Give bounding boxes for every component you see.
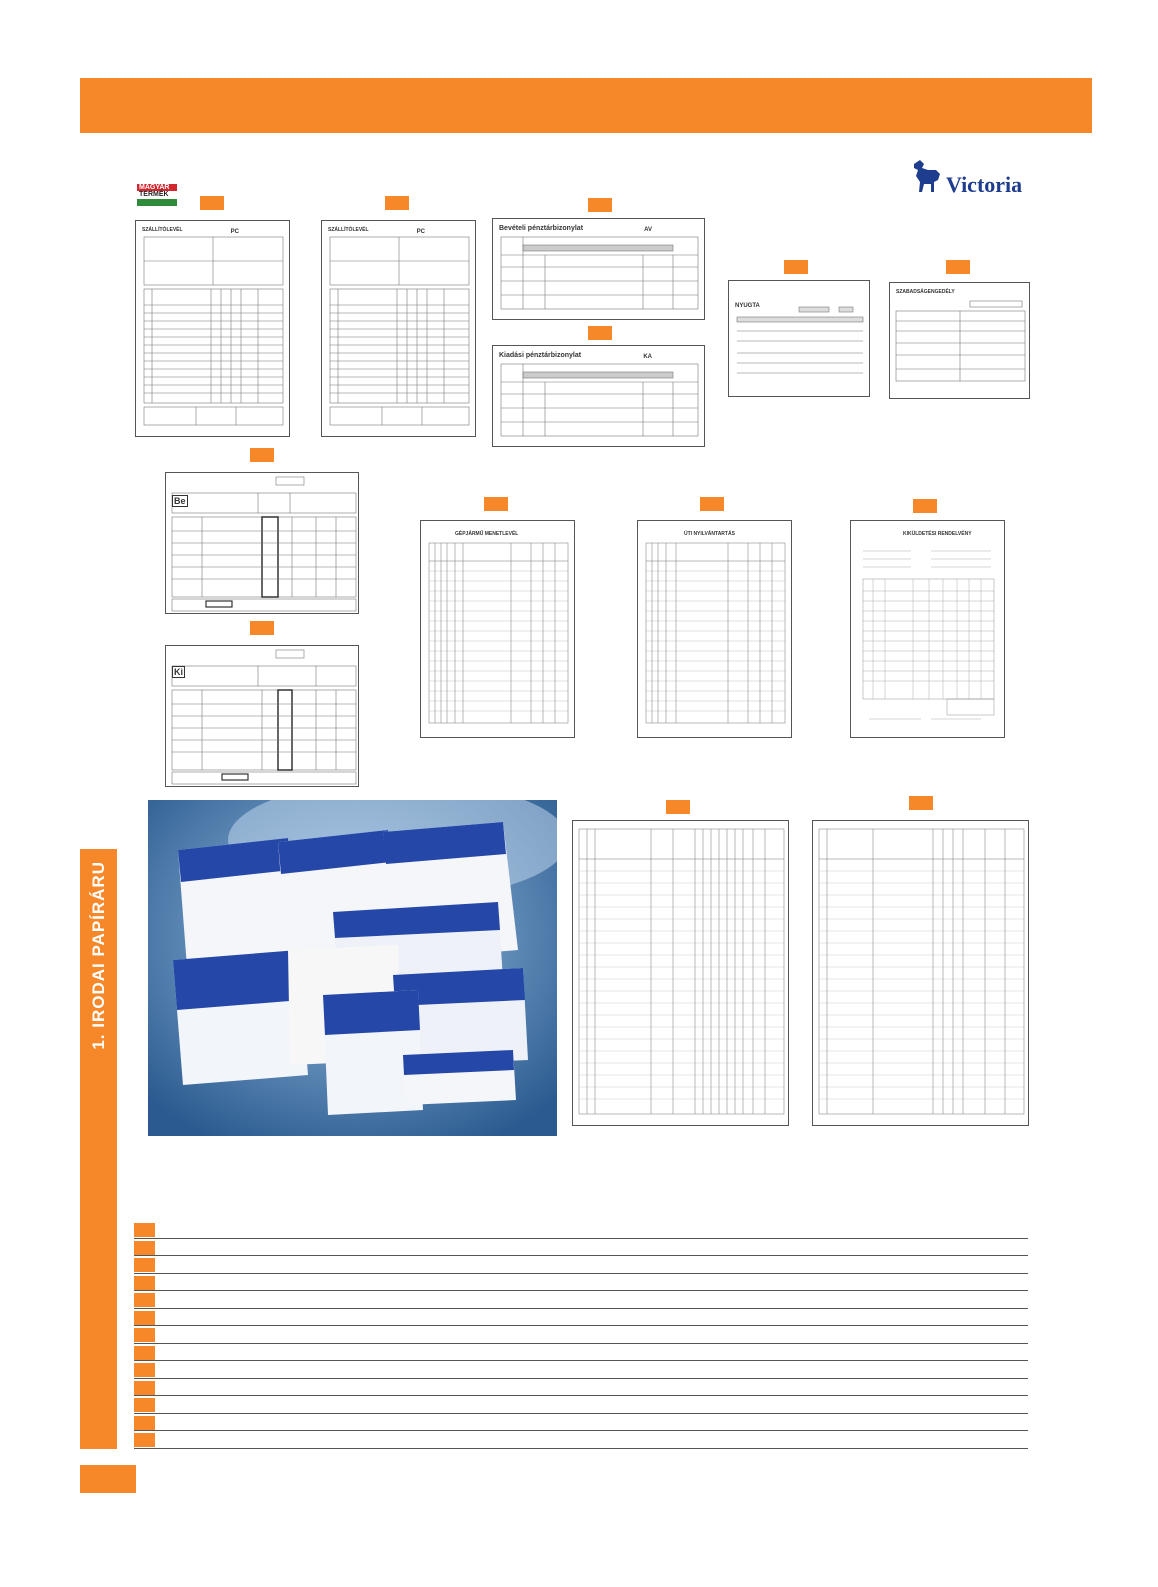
product-tag bbox=[784, 260, 808, 274]
delivery-note-form bbox=[135, 220, 290, 437]
list-item bbox=[134, 1256, 1028, 1274]
product-tag bbox=[588, 198, 612, 212]
form-title: Be bbox=[174, 496, 186, 506]
list-item bbox=[134, 1431, 1028, 1449]
form-title: SZABADSÁGENGEDÉLY bbox=[896, 289, 955, 295]
stock-in-form bbox=[165, 472, 359, 614]
form-code: AV bbox=[644, 227, 652, 233]
road-log-form bbox=[637, 520, 792, 738]
product-tag bbox=[913, 499, 937, 513]
product-tag bbox=[484, 497, 508, 511]
product-tag bbox=[250, 621, 274, 635]
list-item bbox=[134, 1309, 1028, 1327]
badge-line-2: TERMÉK bbox=[137, 191, 177, 199]
page-number-tab bbox=[80, 1465, 136, 1493]
form-title: KIKÜLDETÉSI RENDELVÉNY bbox=[903, 531, 972, 537]
list-item bbox=[134, 1291, 1028, 1309]
product-tag bbox=[946, 260, 970, 274]
form-code: KA bbox=[643, 354, 652, 360]
form-title: GÉPJÁRMŰ MENETLEVÉL bbox=[455, 531, 519, 537]
badge-line-1: MAGYAR bbox=[137, 184, 177, 191]
product-tag bbox=[250, 448, 274, 462]
product-tag bbox=[588, 326, 612, 340]
delivery-note-form bbox=[321, 220, 476, 437]
header-banner bbox=[80, 78, 1092, 133]
vehicle-log-form bbox=[420, 520, 575, 738]
form-code: PC bbox=[416, 229, 425, 235]
cash-receipt-in-form bbox=[492, 218, 705, 320]
ledger-form bbox=[812, 820, 1029, 1126]
ledger-form bbox=[572, 820, 789, 1126]
form-title: SZÁLLÍTÓLEVÉL bbox=[328, 227, 369, 233]
form-title: Ki bbox=[174, 667, 183, 677]
victoria-logo bbox=[906, 158, 1034, 198]
form-title: SZÁLLÍTÓLEVÉL bbox=[142, 227, 183, 233]
list-item bbox=[134, 1379, 1028, 1397]
product-tag bbox=[666, 800, 690, 814]
magyar-termek-badge bbox=[137, 184, 177, 206]
list-item bbox=[134, 1221, 1028, 1239]
section-label: 1. IRODAI PAPÍRÁRU bbox=[89, 861, 108, 1050]
product-tag bbox=[385, 196, 409, 210]
leave-slip-form bbox=[889, 282, 1030, 399]
form-code: PC bbox=[230, 229, 239, 235]
form-title: ÚTI NYILVÁNTARTÁS bbox=[684, 531, 735, 537]
list-item bbox=[134, 1344, 1028, 1362]
list-item bbox=[134, 1414, 1028, 1432]
form-title: NYUGTA bbox=[735, 303, 760, 309]
travel-order-form bbox=[850, 520, 1005, 738]
product-photo bbox=[148, 800, 557, 1136]
product-tag bbox=[909, 796, 933, 810]
form-title: Kiadási pénztárbizonylat bbox=[499, 352, 582, 359]
list-item bbox=[134, 1274, 1028, 1292]
list-item bbox=[134, 1396, 1028, 1414]
product-tag bbox=[700, 497, 724, 511]
receipt-form bbox=[728, 280, 870, 397]
product-list bbox=[134, 1221, 1028, 1449]
list-item bbox=[134, 1326, 1028, 1344]
brand-name: Victoria bbox=[946, 172, 1023, 197]
horse-icon bbox=[906, 158, 946, 198]
cash-receipt-out-form bbox=[492, 345, 705, 447]
stock-out-form bbox=[165, 645, 359, 787]
product-tag bbox=[200, 196, 224, 210]
form-title: Bevételi pénztárbizonylat bbox=[499, 225, 584, 232]
list-item bbox=[134, 1239, 1028, 1257]
list-item bbox=[134, 1361, 1028, 1379]
